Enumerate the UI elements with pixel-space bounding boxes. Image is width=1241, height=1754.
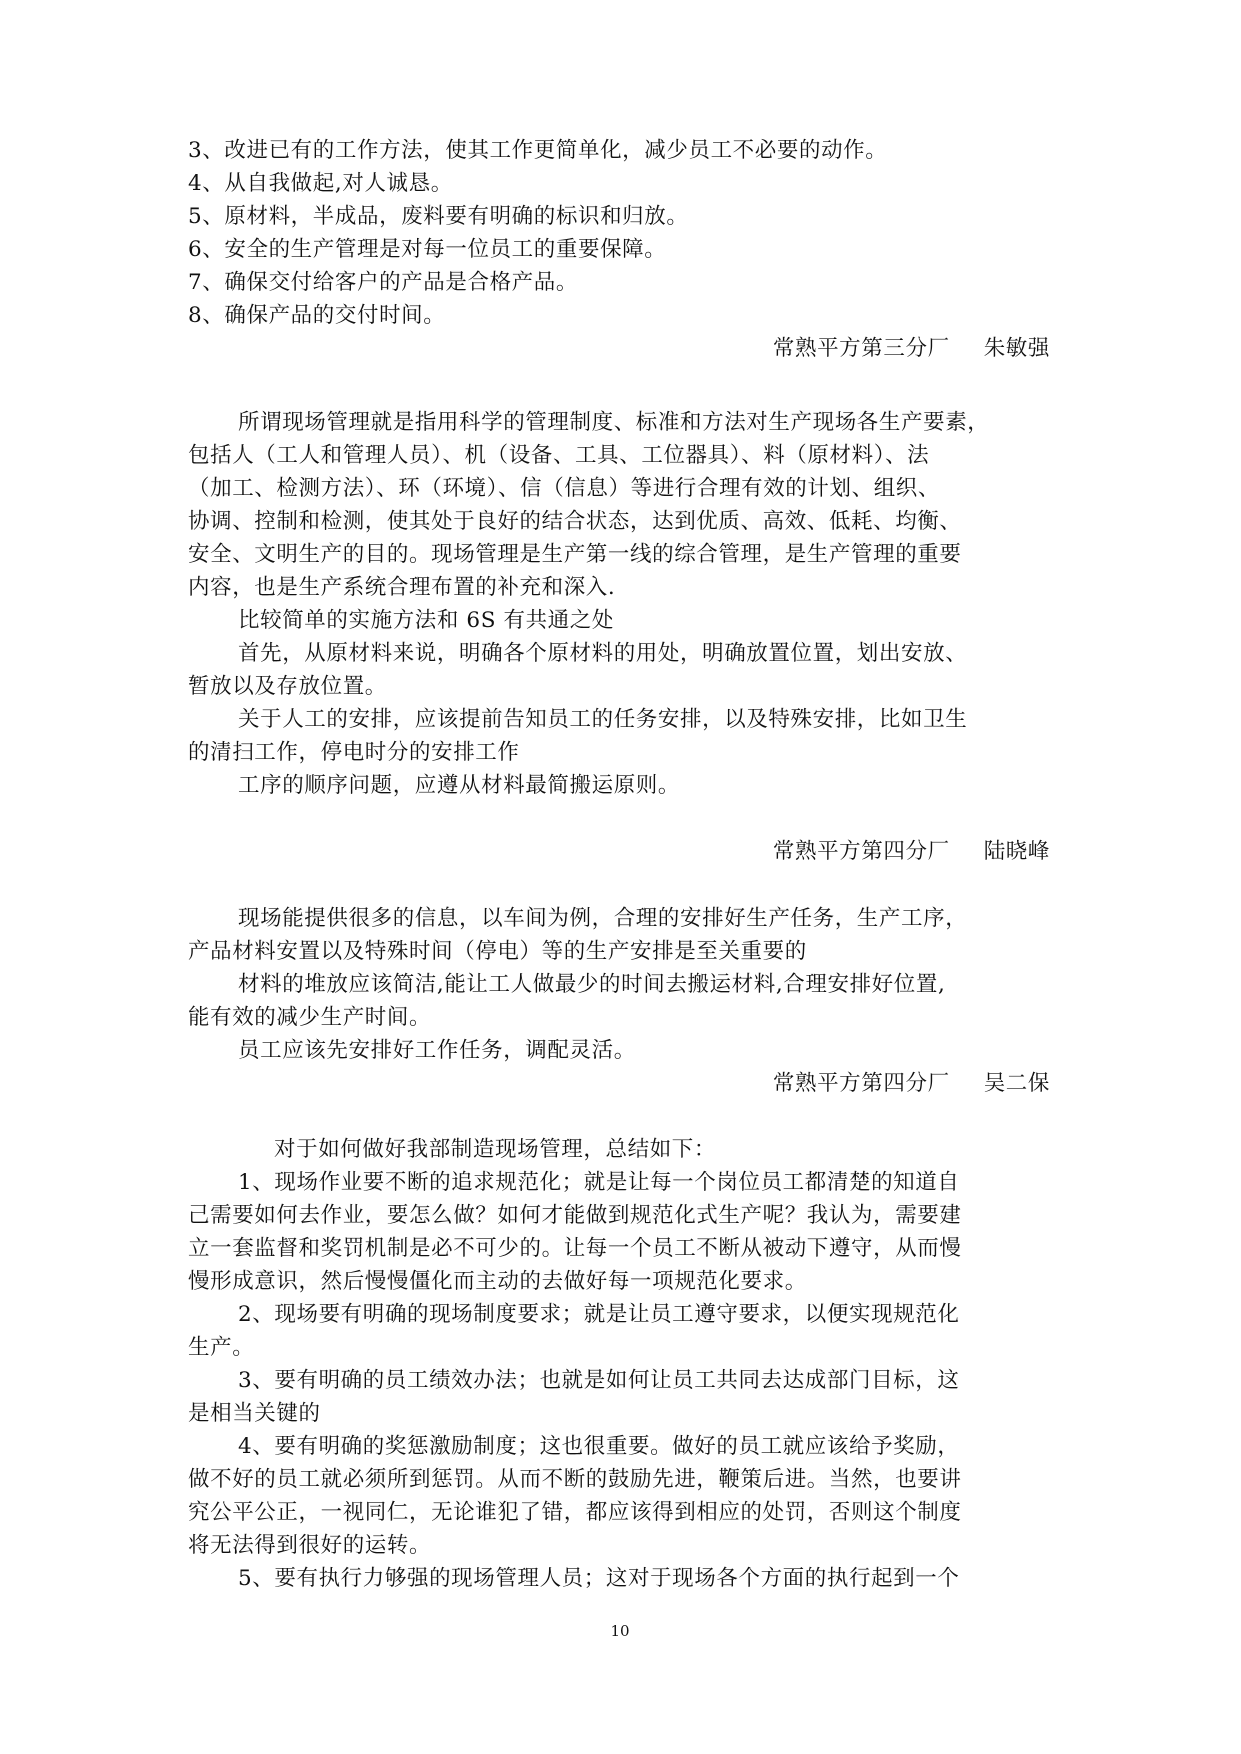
paragraph-line: 对于如何做好我部制造现场管理，总结如下：	[274, 1137, 717, 1162]
paragraph-line: 是相当关键的	[188, 1401, 321, 1426]
paragraph-line: 员工应该先安排好工作任务，调配灵活。	[238, 1038, 636, 1063]
signature	[600, 835, 1050, 868]
paragraph-line: 比较简单的实施方法和 6S 有共通之处	[238, 608, 614, 633]
page-number: 10	[610, 1622, 630, 1640]
paragraph-line: 安全、文明生产的目的。现场管理是生产第一线的综合管理，是生产管理的重要	[188, 542, 962, 567]
paragraph-line: 现场能提供很多的信息，以车间为例，合理的安排好生产任务，生产工序，	[238, 906, 968, 931]
paragraph-line: 产品材料安置以及特殊时间（停电）等的生产安排是至关重要的	[188, 939, 807, 964]
list-item: 4、从自我做起,对人诚恳。	[188, 171, 453, 196]
signature-org: 常熟平方第四分厂	[772, 1071, 950, 1096]
signature-name: 吴二保	[983, 1071, 1050, 1096]
signature-name: 陆晓峰	[983, 839, 1050, 864]
list-item: 8、确保产品的交付时间。	[188, 303, 446, 328]
paragraph-line: 3、要有明确的员工绩效办法；也就是如何让员工共同去达成部门目标，这	[238, 1368, 960, 1393]
paragraph-line: 1、现场作业要不断的追求规范化；就是让每一个岗位员工都清楚的知道自	[238, 1170, 960, 1195]
paragraph-line: 4、要有明确的奖惩激励制度；这也很重要。做好的员工就应该给予奖励，	[238, 1434, 960, 1459]
paragraph-line: 做不好的员工就必须所到惩罚。从而不断的鼓励先进，鞭策后进。当然，也要讲	[188, 1467, 962, 1492]
paragraph-line: 5、要有执行力够强的现场管理人员；这对于现场各个方面的执行起到一个	[238, 1566, 960, 1591]
list-item: 3、改进已有的工作方法，使其工作更简单化，减少员工不必要的动作。	[188, 138, 888, 163]
paragraph-line: 慢形成意识，然后慢慢僵化而主动的去做好每一项规范化要求。	[188, 1269, 807, 1294]
paragraph-line: 暂放以及存放位置。	[188, 674, 387, 699]
list-item: 7、确保交付给客户的产品是合格产品。	[188, 270, 578, 295]
signature-org: 常熟平方第三分厂	[772, 336, 950, 361]
paragraph-line: 首先，从原材料来说，明确各个原材料的用处，明确放置位置，划出安放、	[238, 641, 968, 666]
paragraph-line: 立一套监督和奖罚机制是必不可少的。让每一个员工不断从被动下遵守，从而慢	[188, 1236, 962, 1261]
signature-org: 常熟平方第四分厂	[772, 839, 950, 864]
paragraph-line: 能有效的减少生产时间。	[188, 1005, 432, 1030]
paragraph-line: 协调、控制和检测，使其处于良好的结合状态，达到优质、高效、低耗、均衡、	[188, 509, 962, 534]
paragraph-line: 包括人（工人和管理人员）、机（设备、工具、工位器具）、料（原材料）、法	[188, 443, 930, 468]
paragraph-line: 内容，也是生产系统合理布置的补充和深入.	[188, 575, 616, 600]
paragraph-line: 己需要如何去作业，要怎么做？如何才能做到规范化式生产呢？我认为，需要建	[188, 1203, 962, 1228]
signature	[600, 332, 1050, 365]
paragraph-line: 所谓现场管理就是指用科学的管理制度、标准和方法对生产现场各生产要素，	[238, 410, 990, 435]
paragraph-line: 材料的堆放应该简洁,能让工人做最少的时间去搬运材料,合理安排好位置,	[238, 972, 946, 997]
list-item: 6、安全的生产管理是对每一位员工的重要保障。	[188, 237, 667, 262]
paragraph-line: 将无法得到很好的运转。	[188, 1533, 432, 1558]
signature	[600, 1067, 1050, 1100]
paragraph-line: 工序的顺序问题，应遵从材料最简搬运原则。	[238, 773, 681, 798]
paragraph-line: 关于人工的安排，应该提前告知员工的任务安排，以及特殊安排，比如卫生	[238, 707, 968, 732]
list-item: 5、原材料，半成品，废料要有明确的标识和归放。	[188, 204, 689, 229]
paragraph-line: 2、现场要有明确的现场制度要求；就是让员工遵守要求，以便实现规范化	[238, 1302, 960, 1327]
paragraph-line: 的清扫工作，停电时分的安排工作	[188, 740, 520, 765]
paragraph-line: （加工、检测方法）、环（环境）、信（信息）等进行合理有效的计划、组织、	[188, 476, 941, 501]
paragraph-line: 生产。	[188, 1335, 255, 1360]
paragraph-line: 究公平公正，一视同仁，无论谁犯了错，都应该得到相应的处罚，否则这个制度	[188, 1500, 962, 1525]
signature-name: 朱敏强	[983, 336, 1050, 361]
